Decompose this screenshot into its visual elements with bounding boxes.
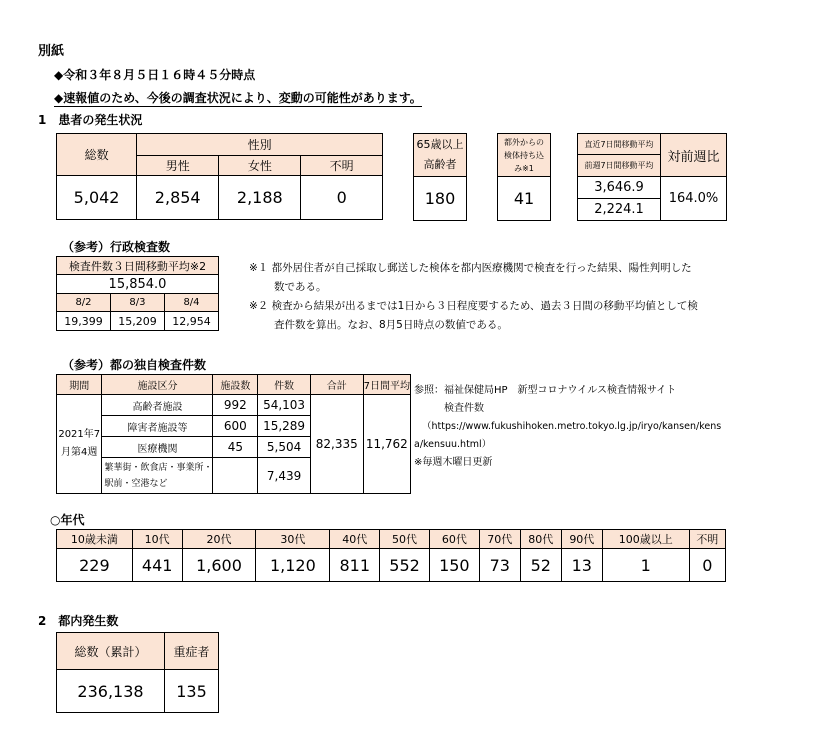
period-line-1: 2021年7 — [58, 429, 101, 440]
time-line: ◆令和３年８月５日１６時４５分時点 — [54, 68, 256, 82]
age-value-cell: 150 — [429, 549, 479, 582]
outside-label-1: 都外からの — [504, 137, 544, 147]
section2-table — [56, 632, 219, 713]
ratio-value: 164.0% — [661, 177, 727, 221]
facilities-cell: 45 — [213, 437, 258, 458]
age-value-cell: 1 — [602, 549, 689, 582]
total-label: 総数 — [57, 134, 137, 176]
age-label-cell: 60代 — [429, 530, 479, 549]
section2-title: 2 都内発生数 — [38, 614, 119, 628]
age-value-cell: 1,600 — [182, 549, 256, 582]
age-label-cell: 80代 — [520, 530, 561, 549]
outside-label-3: み※1 — [514, 163, 534, 173]
age-label-cell: 100歳以上 — [602, 530, 689, 549]
prev-value: 2,224.1 — [578, 199, 661, 221]
independent-avg7: 11,762 — [363, 395, 410, 494]
reference-block — [414, 382, 721, 472]
age-label-cell: 10歳未満 — [57, 530, 133, 549]
unknown-label: 不明 — [301, 156, 383, 176]
sex-label: 性別 — [137, 134, 383, 156]
independent-table — [56, 374, 411, 494]
age-label-cell: 90代 — [561, 530, 602, 549]
reference-line-3: （https://www.fukushihoken.metro.tokyo.lg.jp/iryo/kansen/kens — [422, 421, 722, 432]
elderly-label-1: 65歳以上 — [416, 138, 464, 151]
cumulative-total-value: 236,138 — [57, 670, 165, 713]
notes — [249, 259, 698, 335]
ratio-label: 対前週比 — [661, 134, 727, 177]
admin-value-2: 15,209 — [110, 312, 164, 331]
age-value-cell: 441 — [132, 549, 182, 582]
age-label-cell: 30代 — [256, 530, 330, 549]
age-label-cell: 不明 — [689, 530, 725, 549]
period-line-2: 月第4週 — [61, 447, 98, 458]
notice-line: ◆速報値のため、今後の調査状況により、変動の可能性があります。 — [54, 91, 422, 105]
facilities-cell-empty — [213, 458, 258, 494]
avg7-header: 7日間平均 — [363, 375, 410, 395]
admin-value-1: 19,399 — [57, 312, 111, 331]
count-cell: 5,504 — [258, 437, 311, 458]
admin-tests-header: 検査件数３日間移動平均※2 — [57, 257, 219, 275]
age-label-cell: 10代 — [132, 530, 182, 549]
category-header: 施設区分 — [102, 375, 213, 395]
count-cell: 15,289 — [258, 416, 311, 437]
prev-label: 前週7日間移動平均 — [578, 155, 661, 177]
female-label: 女性 — [219, 156, 301, 176]
outside-table — [497, 133, 551, 221]
outside-value: 41 — [498, 177, 551, 221]
category-cell: 障害者施設等 — [102, 416, 213, 437]
recent-value: 3,646.9 — [578, 177, 661, 199]
age-value-cell: 0 — [689, 549, 725, 582]
age-label-cell: 70代 — [479, 530, 520, 549]
facilities-cell: 600 — [213, 416, 258, 437]
age-label-cell: 40代 — [330, 530, 380, 549]
category-cell: 医療機関 — [102, 437, 213, 458]
age-value-cell: 552 — [380, 549, 430, 582]
total-value: 5,042 — [57, 176, 137, 220]
age-value-cell: 73 — [479, 549, 520, 582]
reference-line-2: 検査件数 — [444, 403, 484, 414]
total-header: 合計 — [310, 375, 363, 395]
patients-table — [56, 133, 383, 220]
age-label-cell: 20代 — [182, 530, 256, 549]
cumulative-total-label: 総数（累計） — [57, 633, 165, 670]
reference-line-5: ※毎週木曜日更新 — [414, 457, 493, 468]
elderly-table — [413, 133, 467, 221]
admin-tests-table — [56, 256, 219, 331]
independent-title: （参考）都の独自検査件数 — [62, 358, 207, 372]
admin-value-3: 12,954 — [164, 312, 218, 331]
age-value-cell: 811 — [330, 549, 380, 582]
age-value-cell: 13 — [561, 549, 602, 582]
severe-value: 135 — [165, 670, 219, 713]
category-last-line-1: 繁華街・飲食店・事業所・ — [104, 462, 213, 473]
outside-label-2: 検体持ち込 — [504, 150, 544, 160]
admin-date-2: 8/3 — [110, 294, 164, 312]
reference-line-1: 参照：福祉保健局HP 新型コロナウイルス検査情報サイト — [414, 385, 677, 396]
moving-avg-table — [577, 133, 727, 221]
note-1-line-1: ※１ 都外居住者が自己採取し郵送した検体を都内医療機関で検査を行った結果、陽性判明した — [249, 262, 692, 274]
note-2-line-2: 査件数を算出。なお、8月5日時点の数値である。 — [274, 319, 508, 331]
section1-title: 1 患者の発生状況 — [38, 113, 143, 127]
facilities-header: 施設数 — [213, 375, 258, 395]
reference-line-4: a/kensuu.html） — [414, 439, 492, 450]
unknown-value: 0 — [301, 176, 383, 220]
male-label: 男性 — [137, 156, 219, 176]
age-label-cell: 50代 — [380, 530, 430, 549]
count-cell: 54,103 — [258, 395, 311, 416]
note-1-line-2: 数である。 — [274, 281, 327, 293]
age-value-cell: 1,120 — [256, 549, 330, 582]
independent-total: 82,335 — [310, 395, 363, 494]
period-header: 期間 — [57, 375, 102, 395]
age-value-cell: 229 — [57, 549, 133, 582]
female-value: 2,188 — [219, 176, 301, 220]
category-cell: 高齢者施設 — [102, 395, 213, 416]
note-2-line-1: ※２ 検査から結果が出るまでは1日から３日程度要するため、過去３日間の移動平均値として検 — [249, 300, 698, 312]
age-table — [56, 529, 726, 582]
admin-tests-avg: 15,854.0 — [57, 275, 219, 294]
admin-date-1: 8/2 — [57, 294, 111, 312]
male-value: 2,854 — [137, 176, 219, 220]
facilities-cell: 992 — [213, 395, 258, 416]
elderly-label-2: 高齢者 — [423, 158, 457, 171]
elderly-value: 180 — [414, 177, 467, 221]
age-title: ○年代 — [50, 513, 85, 527]
age-value-cell: 52 — [520, 549, 561, 582]
page-heading: 別紙 — [38, 44, 65, 59]
recent-label: 直近7日間移動平均 — [578, 134, 661, 155]
count-header: 件数 — [258, 375, 311, 395]
category-last-line-2: 駅前・空港など — [104, 478, 168, 489]
admin-date-3: 8/4 — [164, 294, 218, 312]
severe-label: 重症者 — [165, 633, 219, 670]
admin-tests-title: （参考）行政検査数 — [62, 240, 171, 254]
count-cell: 7,439 — [258, 458, 311, 494]
